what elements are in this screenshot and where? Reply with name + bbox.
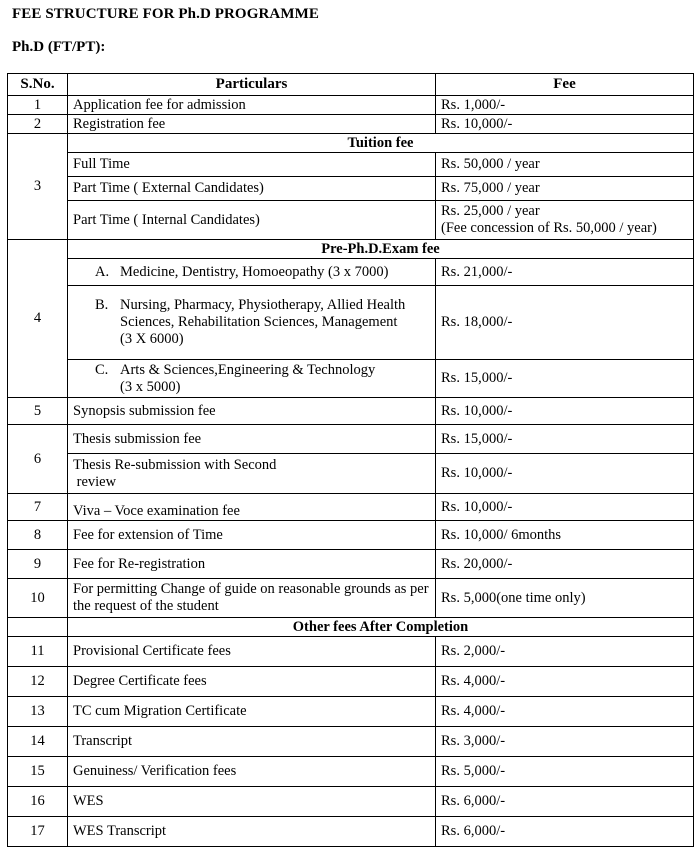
row-particular: Full Time xyxy=(68,153,436,177)
row-particular: Thesis submission fee xyxy=(68,425,436,454)
table-header-row xyxy=(8,74,694,96)
row-particular-extra: review xyxy=(76,473,117,490)
table-row xyxy=(8,579,694,618)
table-row xyxy=(8,727,694,757)
row-particular-cell xyxy=(68,259,436,286)
row-particular: Degree Certificate fees xyxy=(68,667,436,697)
row-particular: Nursing, Pharmacy, Physiotherapy, Allied Health Sciences, Rehabilitation Sciences, Management xyxy=(120,297,406,330)
row-particular: Registration fee xyxy=(68,115,436,134)
row-particular: Thesis Re-submission with Second xyxy=(73,456,277,473)
document-title: FEE STRUCTURE FOR Ph.D PROGRAMME xyxy=(12,6,319,22)
table-row xyxy=(8,177,694,201)
row-fee: Rs. 10,000/- xyxy=(436,115,694,134)
document-subtitle: Ph.D (FT/PT): xyxy=(12,39,106,55)
row-particular: WES Transcript xyxy=(68,817,436,847)
row-sno: 14 xyxy=(8,727,68,757)
item-letter: A. xyxy=(95,263,110,280)
row-sno: 16 xyxy=(8,787,68,817)
row-fee: Rs. 25,000 / year xyxy=(441,203,540,219)
row-particular-cell xyxy=(68,454,436,494)
row-sno: 6 xyxy=(8,425,68,494)
table-row xyxy=(8,286,694,360)
row-fee: Rs. 20,000/- xyxy=(436,550,694,579)
row-fee: Rs. 50,000 / year xyxy=(436,153,694,177)
table-row xyxy=(8,550,694,579)
table-row xyxy=(8,425,694,454)
row-sno: 3 xyxy=(8,134,68,240)
header-fee: Fee xyxy=(436,74,694,96)
row-particular: Fee for extension of Time xyxy=(68,521,436,550)
row-fee: Rs. 1,000/- xyxy=(436,96,694,115)
table-row xyxy=(8,787,694,817)
row-particular: Viva – Voce examination fee xyxy=(68,494,436,521)
table-row xyxy=(8,454,694,494)
table-row xyxy=(8,637,694,667)
table-row xyxy=(8,259,694,286)
row-fee: Rs. 21,000/- xyxy=(436,259,694,286)
row-particular-extra: (3 X 6000) xyxy=(120,331,184,347)
row-fee-cell xyxy=(436,201,694,240)
row-fee: Rs. 15,000/- xyxy=(436,425,694,454)
table-row xyxy=(8,817,694,847)
row-particular-cell xyxy=(68,286,436,360)
table-row xyxy=(8,115,694,134)
row-sno: 11 xyxy=(8,637,68,667)
row-particular: Medicine, Dentistry, Homoeopathy (3 x 7000) xyxy=(120,263,389,280)
section-header: Tuition fee xyxy=(68,134,694,153)
row-fee: Rs. 10,000/- xyxy=(436,494,694,521)
empty-cell xyxy=(8,618,68,637)
row-particular: Synopsis submission fee xyxy=(68,398,436,425)
row-particular: WES xyxy=(68,787,436,817)
fee-table xyxy=(7,73,694,847)
row-sno: 1 xyxy=(8,96,68,115)
table-row xyxy=(8,494,694,521)
row-sno: 4 xyxy=(8,240,68,398)
section-row-tuition xyxy=(8,134,694,153)
table-row xyxy=(8,153,694,177)
section-row-pre-phd xyxy=(8,240,694,259)
row-fee: Rs. 3,000/- xyxy=(436,727,694,757)
row-sno: 7 xyxy=(8,494,68,521)
row-particular: Application fee for admission xyxy=(68,96,436,115)
row-sno: 2 xyxy=(8,115,68,134)
row-particular: Transcript xyxy=(68,727,436,757)
row-fee: Rs. 18,000/- xyxy=(436,286,694,360)
table-row xyxy=(8,96,694,115)
row-fee: Rs. 75,000 / year xyxy=(436,177,694,201)
table-row xyxy=(8,697,694,727)
table-row xyxy=(8,201,694,240)
row-fee: Rs. 5,000(one time only) xyxy=(436,579,694,618)
row-fee: Rs. 10,000/ 6months xyxy=(436,521,694,550)
table-row xyxy=(8,521,694,550)
row-sno: 13 xyxy=(8,697,68,727)
row-sno: 12 xyxy=(8,667,68,697)
row-particular-extra: (3 x 5000) xyxy=(120,378,181,395)
row-sno: 10 xyxy=(8,579,68,618)
header-particulars: Particulars xyxy=(68,74,436,96)
fee-note: (Fee concession of Rs. 50,000 / year) xyxy=(441,220,657,236)
row-particular: Provisional Certificate fees xyxy=(68,637,436,667)
row-sno: 8 xyxy=(8,521,68,550)
item-letter: B. xyxy=(95,297,109,313)
row-particular: Genuiness/ Verification fees xyxy=(68,757,436,787)
table-row xyxy=(8,398,694,425)
section-row-other-fees xyxy=(8,618,694,637)
row-fee: Rs. 6,000/- xyxy=(436,787,694,817)
row-particular: Arts & Sciences,Engineering & Technology xyxy=(120,361,376,378)
section-header: Pre-Ph.D.Exam fee xyxy=(68,240,694,259)
item-letter: C. xyxy=(95,361,109,378)
table-row xyxy=(8,667,694,697)
row-particular: Part Time ( External Candidates) xyxy=(68,177,436,201)
row-sno: 5 xyxy=(8,398,68,425)
row-fee: Rs. 4,000/- xyxy=(436,697,694,727)
row-fee: Rs. 10,000/- xyxy=(436,398,694,425)
table-row xyxy=(8,757,694,787)
row-particular: Fee for Re-registration xyxy=(68,550,436,579)
row-sno: 15 xyxy=(8,757,68,787)
section-header: Other fees After Completion xyxy=(68,618,694,637)
row-particular: Part Time ( Internal Candidates) xyxy=(68,201,436,240)
row-fee: Rs. 5,000/- xyxy=(436,757,694,787)
header-sno: S.No. xyxy=(8,74,68,96)
row-particular: For permitting Change of guide on reasonable grounds as per the request of the student xyxy=(68,579,436,618)
row-fee: Rs. 6,000/- xyxy=(436,817,694,847)
row-sno: 9 xyxy=(8,550,68,579)
row-fee: Rs. 2,000/- xyxy=(436,637,694,667)
row-fee: Rs. 10,000/- xyxy=(436,454,694,494)
row-fee: Rs. 4,000/- xyxy=(436,667,694,697)
row-particular: TC cum Migration Certificate xyxy=(68,697,436,727)
table-row xyxy=(8,360,694,398)
row-fee: Rs. 15,000/- xyxy=(436,360,694,398)
row-sno: 17 xyxy=(8,817,68,847)
row-particular-cell xyxy=(68,360,436,398)
